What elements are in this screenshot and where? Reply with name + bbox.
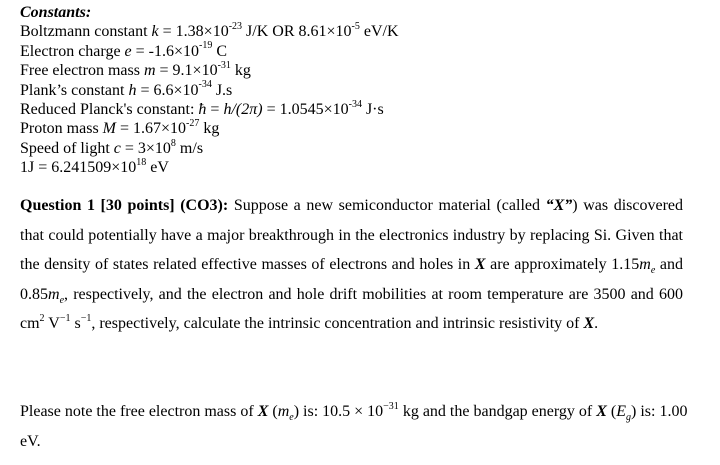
proton-mass: Proton mass $M = 1.67\times 10^{-27}$ kg: [20, 118, 220, 138]
constants-block: [20, 3, 399, 178]
constants-heading: Constants:: [20, 4, 92, 21]
electron-charge: Electron charge $e = -1.6\times 10^{-19}$ C: [20, 40, 228, 60]
note-paragraph: Please note the free electron mass of X $(m_e)$ is: $10.5 \times 10^{-31}$ kg and the bandgap energy of X $(E_g)$ is: 1.00 eV.: [20, 400, 688, 450]
speed-of-light: Speed of light $c = 3\times 10^8$ m/s: [20, 137, 204, 157]
joule-conversion: $1J = 6.241509\times 10^{18}$ eV: [20, 156, 169, 177]
planck-constant: Plank’s constant $h = 6.6\times 10^{-34}$ J.s: [20, 79, 233, 99]
free-electron-mass: Free electron mass $m = 9.1\times 10^{-31}$ kg: [20, 59, 251, 80]
question-1: Question 1 [30 points] (CO3): Suppose a new semiconductor material (called “X”) was discovered that could potentially have a major breakthrough in the electronics industry by replacing Si. Given that the density of states related effective masses of electrons and holes in X are approximately $1.15m_e$ and $0.85m_e$, respectively, and the electron and hole drift mobilities at room temperature are 3500 and 600 $cm^2$ $V^{-1}$ $s^{-1}$, respectively, calculate the intrinsic concentration and intrinsic resistivity of X.: [20, 197, 683, 332]
reduced-planck-constant: Reduced Planck's constant: ħ = $h/(2\pi) = 1.0545\times 10^{-34}$ J·s: [20, 98, 384, 119]
boltzmann-constant: Boltzmann constant $k = 1.38\times 10^{-23}$ J/K OR $8.61\times 10^{-5}$ eV/K: [20, 21, 399, 41]
question-title: Question 1 [30 points] (CO3):: [20, 197, 229, 214]
